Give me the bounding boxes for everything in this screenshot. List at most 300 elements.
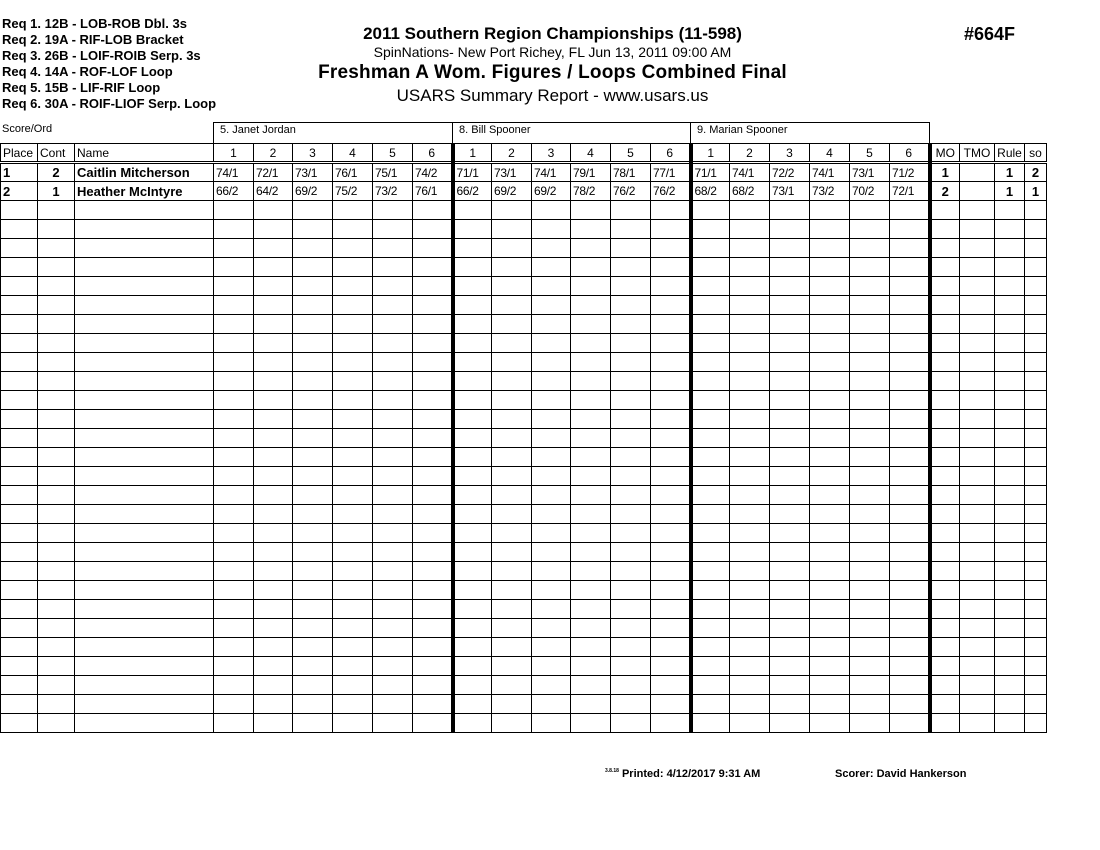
empty-cell bbox=[1, 334, 38, 353]
empty-cell bbox=[995, 486, 1025, 505]
empty-table-row bbox=[1, 714, 1047, 733]
empty-cell bbox=[850, 486, 890, 505]
score-cell-judge2-fig3: 69/2 bbox=[532, 182, 571, 201]
col-header-rule: Rule bbox=[995, 144, 1025, 163]
empty-cell bbox=[453, 638, 492, 657]
empty-cell bbox=[850, 372, 890, 391]
empty-cell bbox=[75, 695, 214, 714]
score-cell-judge3-fig2: 68/2 bbox=[730, 182, 770, 201]
empty-cell bbox=[651, 638, 691, 657]
skater-name-cell: Caitlin Mitcherson bbox=[75, 163, 214, 182]
empty-cell bbox=[293, 372, 333, 391]
empty-cell bbox=[930, 296, 960, 315]
empty-cell bbox=[293, 220, 333, 239]
empty-cell bbox=[413, 334, 453, 353]
empty-cell bbox=[1025, 353, 1047, 372]
empty-cell bbox=[333, 372, 373, 391]
empty-cell bbox=[532, 714, 571, 733]
empty-cell bbox=[995, 505, 1025, 524]
empty-cell bbox=[890, 239, 930, 258]
table-row bbox=[1, 163, 1047, 182]
empty-cell bbox=[333, 334, 373, 353]
empty-cell bbox=[691, 410, 730, 429]
empty-cell bbox=[611, 505, 651, 524]
empty-cell bbox=[38, 619, 75, 638]
empty-cell bbox=[960, 429, 995, 448]
empty-cell bbox=[214, 353, 254, 372]
empty-cell bbox=[333, 258, 373, 277]
score-cell-judge2-fig5: 78/1 bbox=[611, 163, 651, 182]
empty-cell bbox=[691, 695, 730, 714]
empty-cell bbox=[850, 619, 890, 638]
empty-cell bbox=[611, 201, 651, 220]
empty-cell bbox=[1025, 524, 1047, 543]
empty-cell bbox=[651, 619, 691, 638]
empty-cell bbox=[730, 543, 770, 562]
empty-cell bbox=[413, 676, 453, 695]
empty-table-row bbox=[1, 676, 1047, 695]
empty-cell bbox=[453, 201, 492, 220]
empty-cell bbox=[75, 258, 214, 277]
empty-cell bbox=[651, 524, 691, 543]
empty-cell bbox=[691, 296, 730, 315]
empty-cell bbox=[810, 467, 850, 486]
empty-cell bbox=[890, 543, 930, 562]
empty-cell bbox=[492, 695, 532, 714]
empty-cell bbox=[1, 505, 38, 524]
empty-cell bbox=[960, 695, 995, 714]
empty-cell bbox=[930, 714, 960, 733]
empty-cell bbox=[930, 201, 960, 220]
empty-cell bbox=[453, 562, 492, 581]
empty-cell bbox=[453, 524, 492, 543]
cont-cell: 2 bbox=[38, 163, 75, 182]
empty-cell bbox=[38, 353, 75, 372]
empty-cell bbox=[995, 657, 1025, 676]
score-cell-judge2-fig4: 79/1 bbox=[571, 163, 611, 182]
empty-cell bbox=[960, 505, 995, 524]
empty-cell bbox=[214, 429, 254, 448]
empty-cell bbox=[38, 638, 75, 657]
empty-cell bbox=[214, 581, 254, 600]
empty-cell bbox=[890, 410, 930, 429]
empty-cell bbox=[1025, 619, 1047, 638]
empty-cell bbox=[453, 429, 492, 448]
empty-cell bbox=[492, 410, 532, 429]
empty-cell bbox=[651, 353, 691, 372]
empty-cell bbox=[890, 296, 930, 315]
empty-cell bbox=[254, 505, 293, 524]
empty-cell bbox=[890, 695, 930, 714]
empty-cell bbox=[930, 695, 960, 714]
empty-cell bbox=[770, 600, 810, 619]
empty-cell bbox=[38, 391, 75, 410]
empty-cell bbox=[770, 486, 810, 505]
empty-cell bbox=[730, 410, 770, 429]
empty-cell bbox=[532, 638, 571, 657]
empty-cell bbox=[1, 543, 38, 562]
empty-cell bbox=[333, 714, 373, 733]
empty-cell bbox=[254, 467, 293, 486]
empty-cell bbox=[810, 334, 850, 353]
empty-cell bbox=[254, 220, 293, 239]
empty-cell bbox=[930, 220, 960, 239]
empty-cell bbox=[373, 581, 413, 600]
col-header-j3-fig6: 6 bbox=[890, 144, 930, 163]
empty-cell bbox=[293, 600, 333, 619]
empty-cell bbox=[691, 334, 730, 353]
empty-cell bbox=[214, 315, 254, 334]
printed-timestamp: Printed: 4/12/2017 9:31 AM bbox=[621, 768, 761, 780]
empty-cell bbox=[532, 676, 571, 695]
empty-cell bbox=[1025, 695, 1047, 714]
empty-cell bbox=[373, 657, 413, 676]
requirement-2: Req 2. 19A - RIF-LOB Bracket bbox=[2, 32, 184, 47]
empty-cell bbox=[453, 410, 492, 429]
empty-cell bbox=[890, 562, 930, 581]
empty-table-row bbox=[1, 448, 1047, 467]
empty-cell bbox=[890, 391, 930, 410]
empty-cell bbox=[492, 581, 532, 600]
empty-cell bbox=[75, 391, 214, 410]
empty-cell bbox=[730, 220, 770, 239]
empty-cell bbox=[930, 372, 960, 391]
empty-table-row bbox=[1, 239, 1047, 258]
empty-cell bbox=[930, 600, 960, 619]
empty-cell bbox=[413, 638, 453, 657]
empty-cell bbox=[611, 220, 651, 239]
empty-cell bbox=[1025, 676, 1047, 695]
col-header-j1-fig1: 1 bbox=[214, 144, 254, 163]
col-header-cont: Cont bbox=[38, 144, 75, 163]
empty-cell bbox=[810, 353, 850, 372]
empty-cell bbox=[770, 258, 810, 277]
empty-cell bbox=[254, 296, 293, 315]
score-cell-judge3-fig5: 70/2 bbox=[850, 182, 890, 201]
empty-cell bbox=[651, 315, 691, 334]
empty-cell bbox=[453, 486, 492, 505]
empty-cell bbox=[730, 657, 770, 676]
score-cell-judge2-fig5: 76/2 bbox=[611, 182, 651, 201]
empty-cell bbox=[611, 315, 651, 334]
empty-cell bbox=[75, 334, 214, 353]
empty-cell bbox=[413, 277, 453, 296]
empty-cell bbox=[890, 714, 930, 733]
empty-cell bbox=[770, 391, 810, 410]
empty-cell bbox=[254, 277, 293, 296]
empty-cell bbox=[960, 391, 995, 410]
empty-cell bbox=[413, 201, 453, 220]
empty-cell bbox=[75, 714, 214, 733]
empty-cell bbox=[850, 714, 890, 733]
empty-cell bbox=[1, 486, 38, 505]
empty-cell bbox=[1, 220, 38, 239]
empty-cell bbox=[930, 619, 960, 638]
empty-cell bbox=[770, 676, 810, 695]
empty-cell bbox=[75, 600, 214, 619]
report-header bbox=[280, 24, 825, 106]
empty-cell bbox=[413, 429, 453, 448]
empty-cell bbox=[492, 220, 532, 239]
empty-cell bbox=[691, 239, 730, 258]
empty-cell bbox=[75, 619, 214, 638]
empty-cell bbox=[691, 315, 730, 334]
empty-cell bbox=[691, 600, 730, 619]
empty-cell bbox=[651, 277, 691, 296]
empty-cell bbox=[333, 619, 373, 638]
empty-cell bbox=[691, 714, 730, 733]
score-cell-judge3-fig2: 74/1 bbox=[730, 163, 770, 182]
empty-cell bbox=[1, 695, 38, 714]
empty-cell bbox=[492, 277, 532, 296]
empty-cell bbox=[995, 277, 1025, 296]
empty-cell bbox=[611, 543, 651, 562]
empty-cell bbox=[75, 353, 214, 372]
empty-cell bbox=[995, 524, 1025, 543]
empty-cell bbox=[75, 315, 214, 334]
empty-cell bbox=[1025, 562, 1047, 581]
empty-cell bbox=[254, 562, 293, 581]
empty-cell bbox=[611, 714, 651, 733]
empty-cell bbox=[730, 239, 770, 258]
empty-cell bbox=[492, 448, 532, 467]
empty-cell bbox=[532, 429, 571, 448]
empty-cell bbox=[413, 315, 453, 334]
empty-cell bbox=[810, 600, 850, 619]
empty-cell bbox=[995, 619, 1025, 638]
empty-cell bbox=[960, 524, 995, 543]
empty-table-row bbox=[1, 391, 1047, 410]
empty-cell bbox=[1, 619, 38, 638]
empty-cell bbox=[453, 334, 492, 353]
score-cell-judge1-fig6: 74/2 bbox=[413, 163, 453, 182]
empty-cell bbox=[492, 486, 532, 505]
empty-cell bbox=[571, 657, 611, 676]
col-header-mo: MO bbox=[930, 144, 960, 163]
empty-cell bbox=[890, 448, 930, 467]
empty-cell bbox=[691, 505, 730, 524]
empty-cell bbox=[890, 600, 930, 619]
empty-cell bbox=[930, 429, 960, 448]
col-header-j2-fig5: 5 bbox=[611, 144, 651, 163]
empty-cell bbox=[611, 258, 651, 277]
empty-cell bbox=[413, 505, 453, 524]
empty-cell bbox=[611, 657, 651, 676]
empty-cell bbox=[611, 467, 651, 486]
empty-cell bbox=[532, 467, 571, 486]
empty-cell bbox=[691, 638, 730, 657]
place-cell: 2 bbox=[1, 182, 38, 201]
empty-cell bbox=[770, 505, 810, 524]
empty-cell bbox=[930, 239, 960, 258]
empty-cell bbox=[730, 676, 770, 695]
empty-cell bbox=[611, 695, 651, 714]
score-cell-judge1-fig3: 69/2 bbox=[293, 182, 333, 201]
empty-cell bbox=[770, 562, 810, 581]
judge-header-2: 8. Bill Spooner bbox=[452, 122, 691, 143]
empty-cell bbox=[611, 429, 651, 448]
empty-table-row bbox=[1, 524, 1047, 543]
empty-cell bbox=[214, 277, 254, 296]
empty-cell bbox=[532, 391, 571, 410]
requirement-3: Req 3. 26B - LOIF-ROIB Serp. 3s bbox=[2, 48, 201, 63]
empty-cell bbox=[810, 524, 850, 543]
col-header-j2-fig6: 6 bbox=[651, 144, 691, 163]
empty-cell bbox=[532, 524, 571, 543]
empty-cell bbox=[611, 353, 651, 372]
empty-cell bbox=[214, 600, 254, 619]
empty-cell bbox=[453, 714, 492, 733]
empty-cell bbox=[995, 638, 1025, 657]
empty-cell bbox=[730, 581, 770, 600]
score-cell-judge1-fig5: 75/1 bbox=[373, 163, 413, 182]
empty-cell bbox=[730, 334, 770, 353]
empty-cell bbox=[611, 372, 651, 391]
empty-cell bbox=[571, 600, 611, 619]
empty-cell bbox=[293, 619, 333, 638]
empty-cell bbox=[293, 581, 333, 600]
empty-cell bbox=[75, 676, 214, 695]
empty-cell bbox=[293, 543, 333, 562]
empty-cell bbox=[214, 410, 254, 429]
empty-table-row bbox=[1, 220, 1047, 239]
empty-cell bbox=[75, 638, 214, 657]
empty-cell bbox=[651, 714, 691, 733]
empty-cell bbox=[571, 638, 611, 657]
empty-cell bbox=[691, 277, 730, 296]
empty-cell bbox=[373, 353, 413, 372]
empty-cell bbox=[1025, 220, 1047, 239]
empty-table-row bbox=[1, 638, 1047, 657]
score-cell-judge2-fig6: 77/1 bbox=[651, 163, 691, 182]
col-header-tmo: TMO bbox=[960, 144, 995, 163]
empty-cell bbox=[333, 581, 373, 600]
empty-table-row bbox=[1, 315, 1047, 334]
empty-cell bbox=[730, 296, 770, 315]
empty-cell bbox=[293, 524, 333, 543]
empty-cell bbox=[960, 372, 995, 391]
empty-cell bbox=[770, 543, 810, 562]
empty-cell bbox=[930, 353, 960, 372]
empty-cell bbox=[890, 334, 930, 353]
empty-cell bbox=[492, 600, 532, 619]
empty-cell bbox=[730, 619, 770, 638]
empty-cell bbox=[611, 296, 651, 315]
empty-cell bbox=[730, 695, 770, 714]
empty-cell bbox=[333, 486, 373, 505]
so-cell: 1 bbox=[1025, 182, 1047, 201]
empty-cell bbox=[691, 486, 730, 505]
empty-table-row bbox=[1, 410, 1047, 429]
empty-cell bbox=[850, 695, 890, 714]
empty-cell bbox=[571, 429, 611, 448]
empty-cell bbox=[214, 562, 254, 581]
empty-cell bbox=[810, 239, 850, 258]
empty-cell bbox=[810, 372, 850, 391]
empty-cell bbox=[373, 372, 413, 391]
empty-cell bbox=[492, 372, 532, 391]
empty-cell bbox=[850, 258, 890, 277]
empty-cell bbox=[214, 619, 254, 638]
empty-cell bbox=[611, 524, 651, 543]
empty-cell bbox=[651, 258, 691, 277]
empty-cell bbox=[293, 353, 333, 372]
empty-cell bbox=[214, 714, 254, 733]
empty-cell bbox=[38, 429, 75, 448]
empty-cell bbox=[770, 467, 810, 486]
requirement-6: Req 6. 30A - ROIF-LIOF Serp. Loop bbox=[2, 96, 217, 111]
empty-cell bbox=[691, 201, 730, 220]
empty-cell bbox=[810, 657, 850, 676]
empty-cell bbox=[890, 638, 930, 657]
empty-cell bbox=[770, 524, 810, 543]
empty-cell bbox=[1025, 296, 1047, 315]
empty-cell bbox=[890, 277, 930, 296]
empty-table-row bbox=[1, 543, 1047, 562]
empty-cell bbox=[453, 296, 492, 315]
empty-cell bbox=[890, 524, 930, 543]
judge-header-1: 5. Janet Jordan bbox=[213, 122, 453, 143]
empty-cell bbox=[373, 695, 413, 714]
empty-cell bbox=[1025, 448, 1047, 467]
col-header-j3-fig3: 3 bbox=[770, 144, 810, 163]
empty-cell bbox=[373, 467, 413, 486]
empty-cell bbox=[890, 505, 930, 524]
empty-cell bbox=[413, 695, 453, 714]
score-cell-judge1-fig6: 76/1 bbox=[413, 182, 453, 201]
empty-cell bbox=[651, 220, 691, 239]
empty-cell bbox=[254, 353, 293, 372]
empty-cell bbox=[850, 220, 890, 239]
empty-cell bbox=[413, 258, 453, 277]
empty-cell bbox=[995, 239, 1025, 258]
empty-cell bbox=[453, 467, 492, 486]
empty-cell bbox=[453, 676, 492, 695]
empty-table-row bbox=[1, 600, 1047, 619]
empty-cell bbox=[995, 543, 1025, 562]
empty-cell bbox=[810, 258, 850, 277]
col-header-j2-fig1: 1 bbox=[453, 144, 492, 163]
empty-cell bbox=[214, 258, 254, 277]
empty-cell bbox=[532, 600, 571, 619]
empty-cell bbox=[611, 638, 651, 657]
empty-cell bbox=[930, 486, 960, 505]
empty-cell bbox=[492, 334, 532, 353]
empty-cell bbox=[691, 676, 730, 695]
empty-cell bbox=[960, 562, 995, 581]
empty-cell bbox=[691, 372, 730, 391]
empty-cell bbox=[1025, 581, 1047, 600]
empty-cell bbox=[810, 429, 850, 448]
empty-cell bbox=[254, 391, 293, 410]
empty-cell bbox=[453, 353, 492, 372]
empty-cell bbox=[850, 334, 890, 353]
col-header-j1-fig3: 3 bbox=[293, 144, 333, 163]
empty-cell bbox=[1, 353, 38, 372]
empty-cell bbox=[214, 486, 254, 505]
empty-cell bbox=[571, 695, 611, 714]
empty-cell bbox=[960, 657, 995, 676]
empty-cell bbox=[38, 334, 75, 353]
empty-cell bbox=[254, 201, 293, 220]
empty-cell bbox=[413, 562, 453, 581]
empty-cell bbox=[333, 505, 373, 524]
empty-cell bbox=[995, 467, 1025, 486]
empty-cell bbox=[333, 695, 373, 714]
empty-cell bbox=[850, 391, 890, 410]
empty-cell bbox=[1025, 600, 1047, 619]
empty-cell bbox=[850, 296, 890, 315]
